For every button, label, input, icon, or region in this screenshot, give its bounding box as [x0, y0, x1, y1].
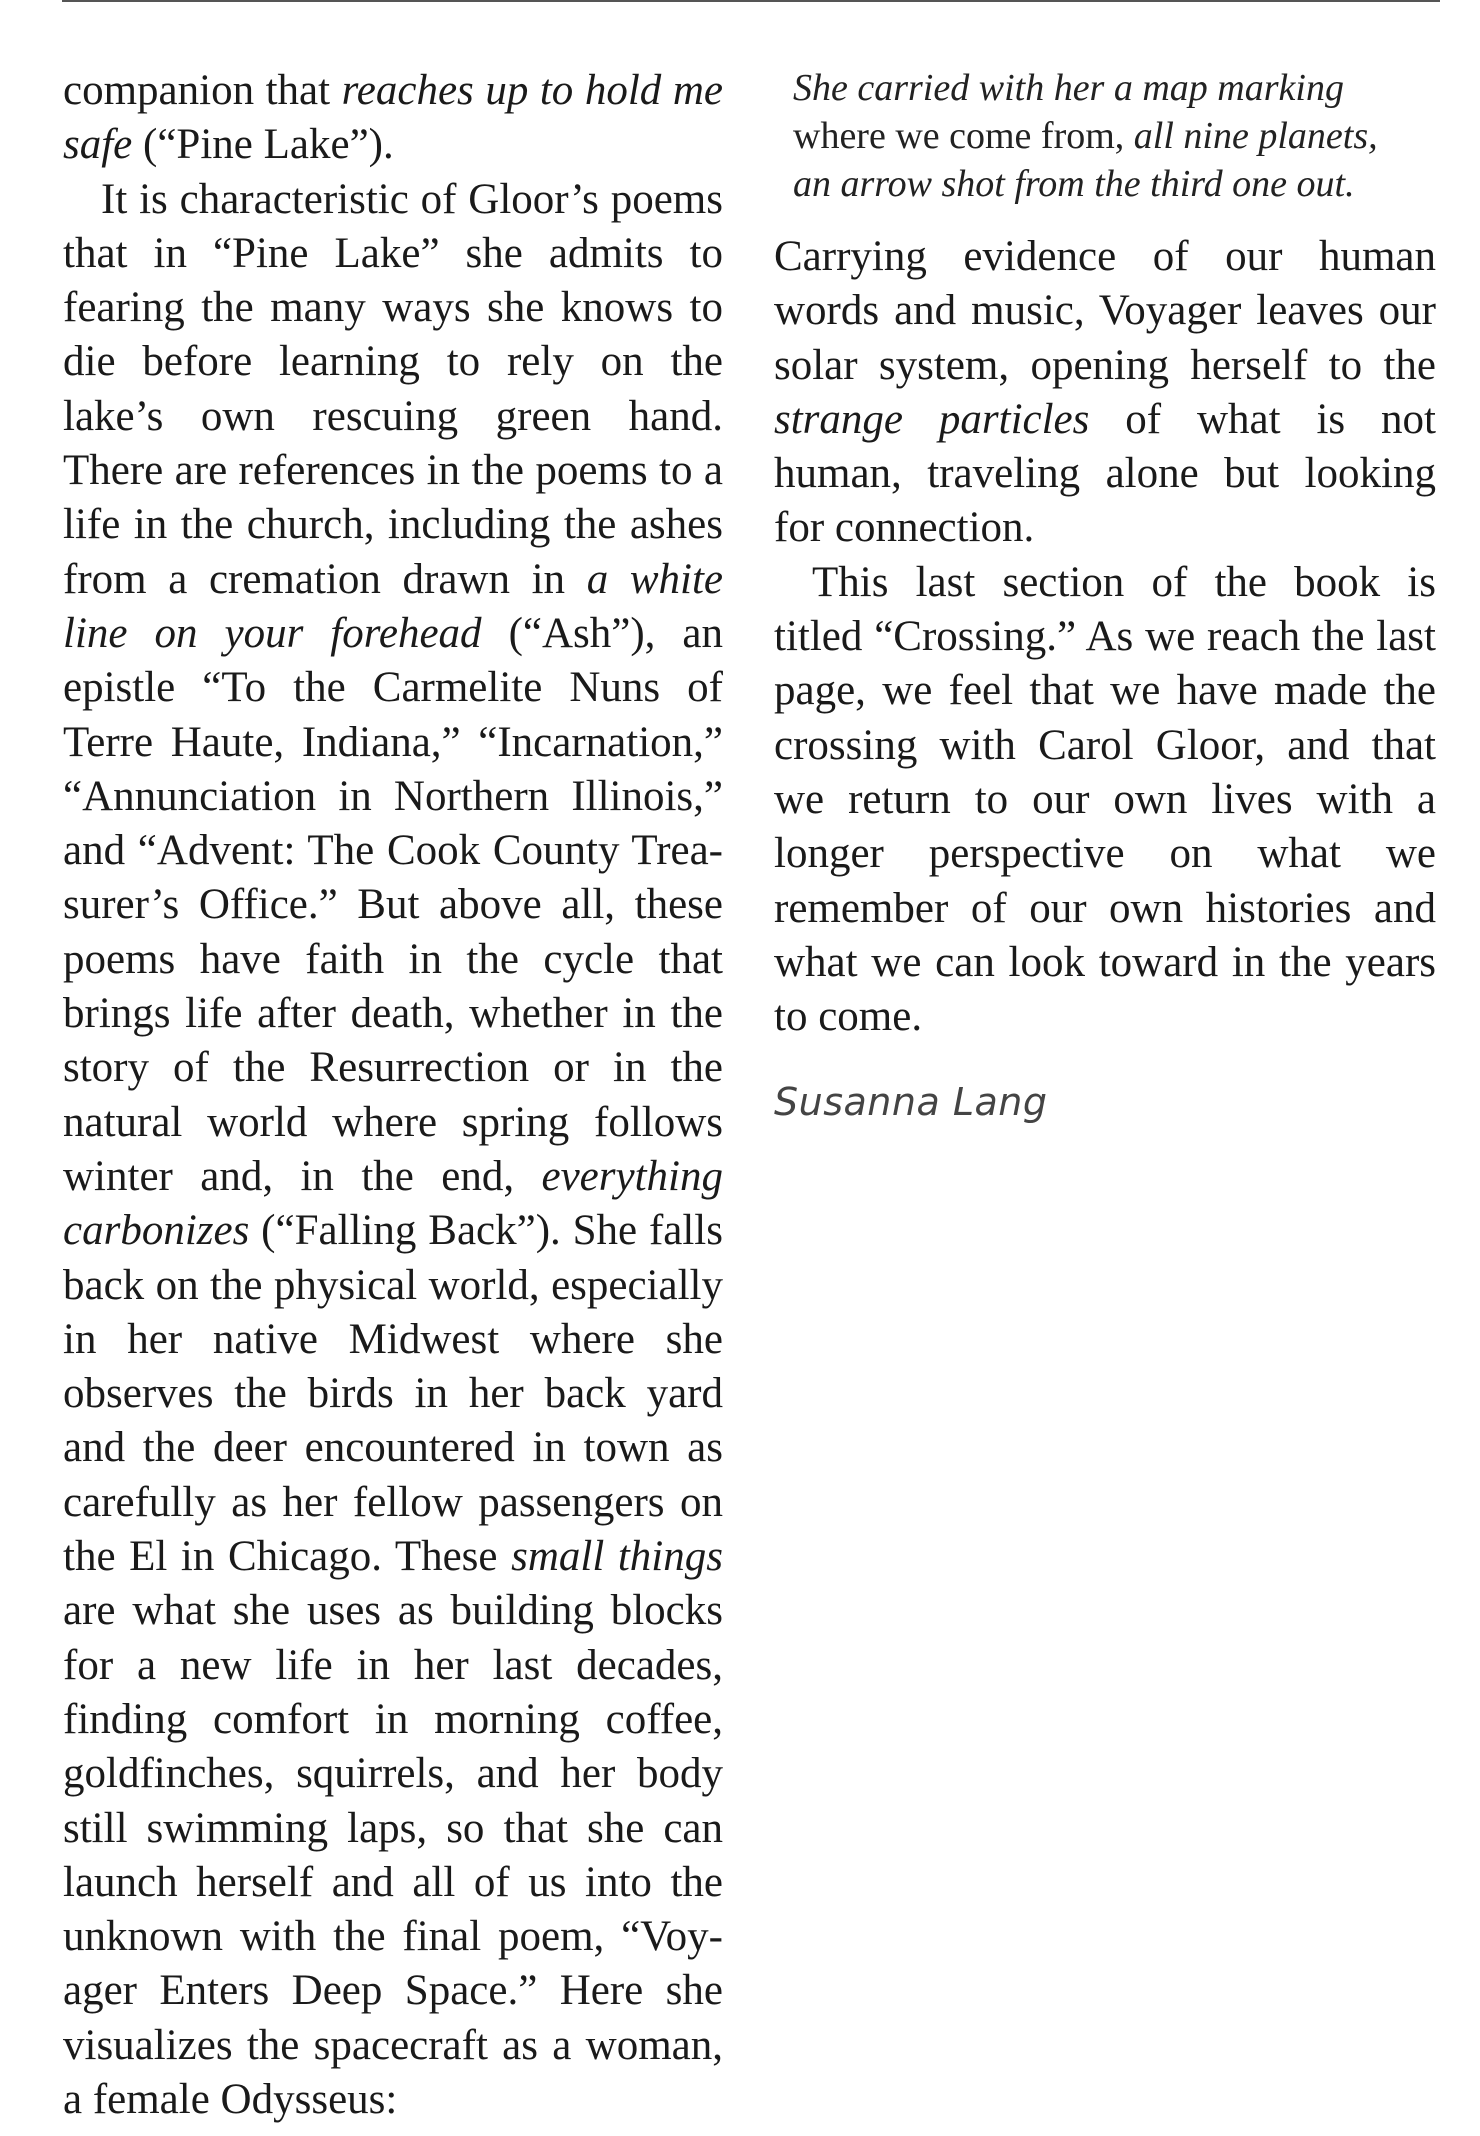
text-run: companion that: [63, 67, 342, 114]
top-rule: [62, 0, 1440, 2]
text-run: (“Pine Lake”).: [132, 121, 394, 169]
text-run: (“Falling Back”). She falls back on the physical world, especially in her native Midwest where she observes the birds in her back yard and the deer encountered in town as carefully as her fellow passengers on the El in Chicago. These: [63, 1207, 723, 1581]
text-run: of what is not human, traveling alone but looking for connection.: [774, 395, 1436, 552]
poem-line-3: an arrow shot from the third one out.: [793, 163, 1355, 205]
text-run: (“Ash”), an epistle “To the Carmelite Nuns of Terre Haute, Indiana,” “Incarnation,” “Annunciation in Northern Illinois,” and “Advent: The Cook County Trea-surer’s Office.” But above all, these poems have faith in the cycle that brings life after death, whether in the story of the Resurrection or in the natural world where spring follows winter and, in the end,: [63, 609, 723, 1200]
right-paragraph-2: This last section of the book is titled “Crossing.” As we reach the last page, we feel that we have made the crossing with Carol Gloor, and that we return to our own lives with a longer perspective on what we remember of our own histories and what we can look toward in the years to come.: [774, 558, 1436, 1041]
poem-excerpt: [793, 64, 1433, 208]
text-run: Carrying evidence of our human words and music, Voyager leaves our solar system, opening herself to the: [774, 233, 1436, 389]
poem-line-2-italic: all nine planets,: [1133, 115, 1378, 157]
right-column: [774, 230, 1436, 1044]
quoted-phrase: reaches up to hold me safe: [63, 67, 723, 169]
poem-line-2: [793, 112, 1433, 160]
author-signature: Susanna Lang: [774, 1080, 1048, 1124]
text-run: are what she uses as building blocks for a new life in her last decades, finding comfort in morning coffee, goldfinches, squirrels, and her body still swimming laps, so that she can launch herself and all of us into the unknown with the final poem, “Voy-ager Enters Deep Space.” Here she visualizes the spacecraft as a woman, a female Odysseus:: [63, 1587, 723, 2123]
text-run: It is characteristic of Gloor’s poems that in “Pine Lake” she admits to fearing the many ways she knows to die before learning to rely on the lake’s own rescuing green hand. There are references in the poems to a life in the church, including the ashes from a cremation drawn in: [63, 175, 723, 603]
poem-line-2-roman: where we come from,: [793, 115, 1134, 157]
right-paragraph-1: [774, 230, 1436, 556]
quoted-phrase: strange particles: [774, 395, 1090, 443]
quoted-phrase: small things: [511, 1533, 723, 1581]
left-column: [63, 64, 723, 2127]
left-paragraph-1: [63, 64, 723, 173]
left-paragraph-2: [63, 173, 723, 2128]
poem-line-1: She carried with her a map marking: [793, 67, 1344, 109]
quoted-phrase: everything carbonizes: [63, 1152, 723, 1255]
quoted-phrase: a white line on your forehead: [63, 555, 723, 657]
